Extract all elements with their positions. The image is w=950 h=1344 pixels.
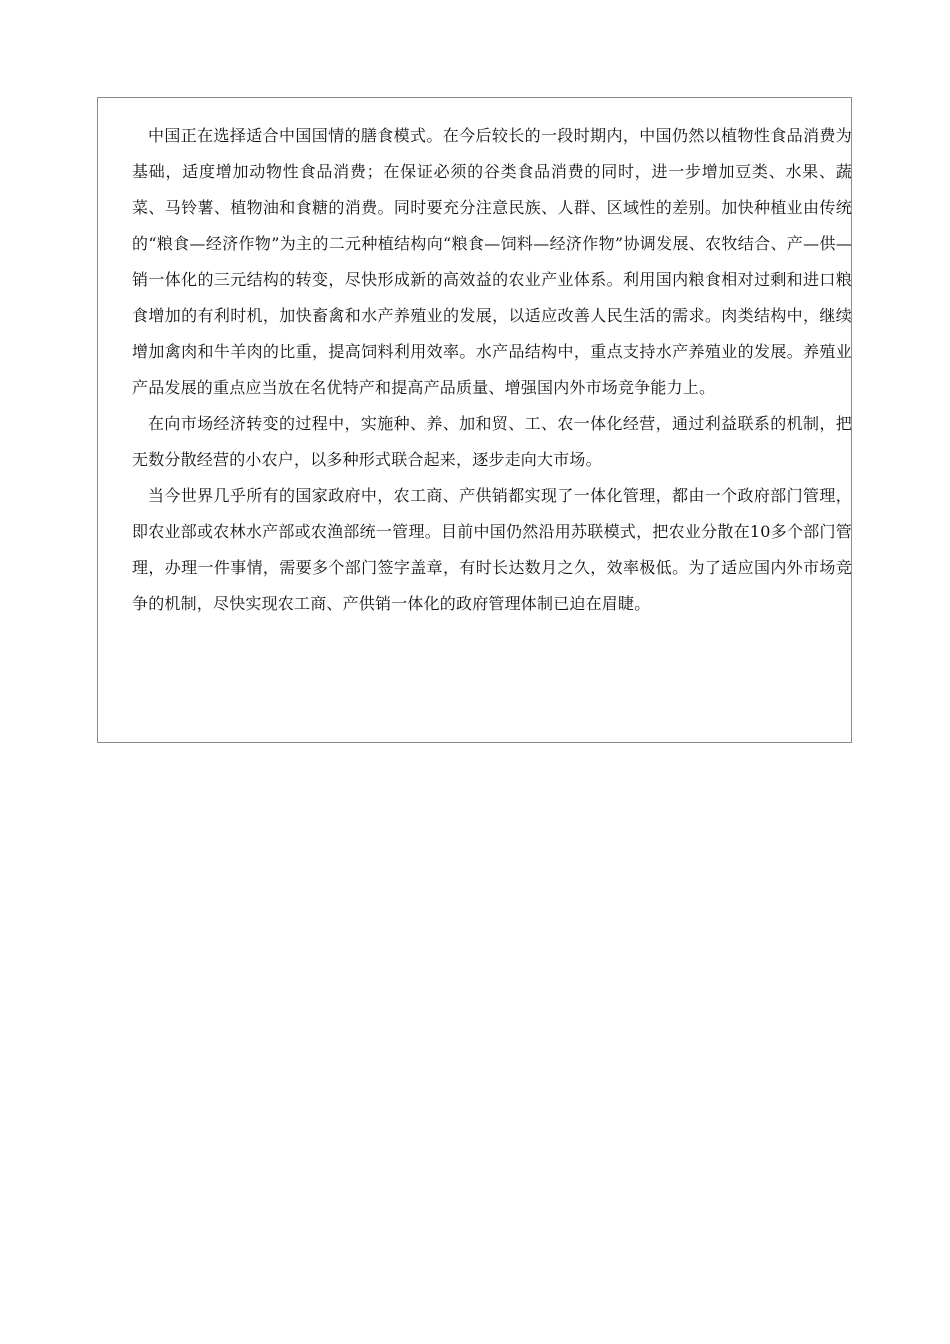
bordered-text-box: [97, 97, 852, 743]
paragraph-1: 中国正在选择适合中国国情的膳食模式。在今后较长的一段时期内，中国仍然以植物性食品消费为基础，适度增加动物性食品消费；在保证必须的谷类食品消费的同时，进一步增加豆类、水果、蔬菜、马铃薯、植物油和食糖的消费。同时要充分注意民族、人群、区域性的差别。加快种植业由传统的“粮食—经济作物”为主的二元种植结构向“粮食—饲料—经济作物”协调发展、农牧结合、产—供—销一体化的三元结构的转变，尽快形成新的高效益的农业产业体系。利用国内粮食相对过剩和进口粮食增加的有利时机，加快畜禽和水产养殖业的发展，以适应改善人民生活的需求。肉类结构中，继续增加禽肉和牛羊肉的比重，提高饲料利用效率。水产品结构中，重点支持水产养殖业的发展。养殖业产品发展的重点应当放在名优特产和提高产品质量、增强国内外市场竞争能力上。: [132, 126, 852, 397]
paragraph-2: 在向市场经济转变的过程中，实施种、养、加和贸、工、农一体化经营，通过利益联系的机制，把无数分散经营的小农户，以多种形式联合起来，逐步走向大市场。: [132, 414, 852, 469]
paragraph-3: 当今世界几乎所有的国家政府中，农工商、产供销都实现了一体化管理，都由一个政府部门管理，即农业部或农林水产部或农渔部统一管理。目前中国仍然沿用苏联模式，把农业分散在10多个部门管理，办理一件事情，需要多个部门签字盖章，有时长达数月之久，效率极低。为了适应国内外市场竞争的机制，尽快实现农工商、产供销一体化的政府管理体制已迫在眉睫。: [132, 486, 852, 613]
